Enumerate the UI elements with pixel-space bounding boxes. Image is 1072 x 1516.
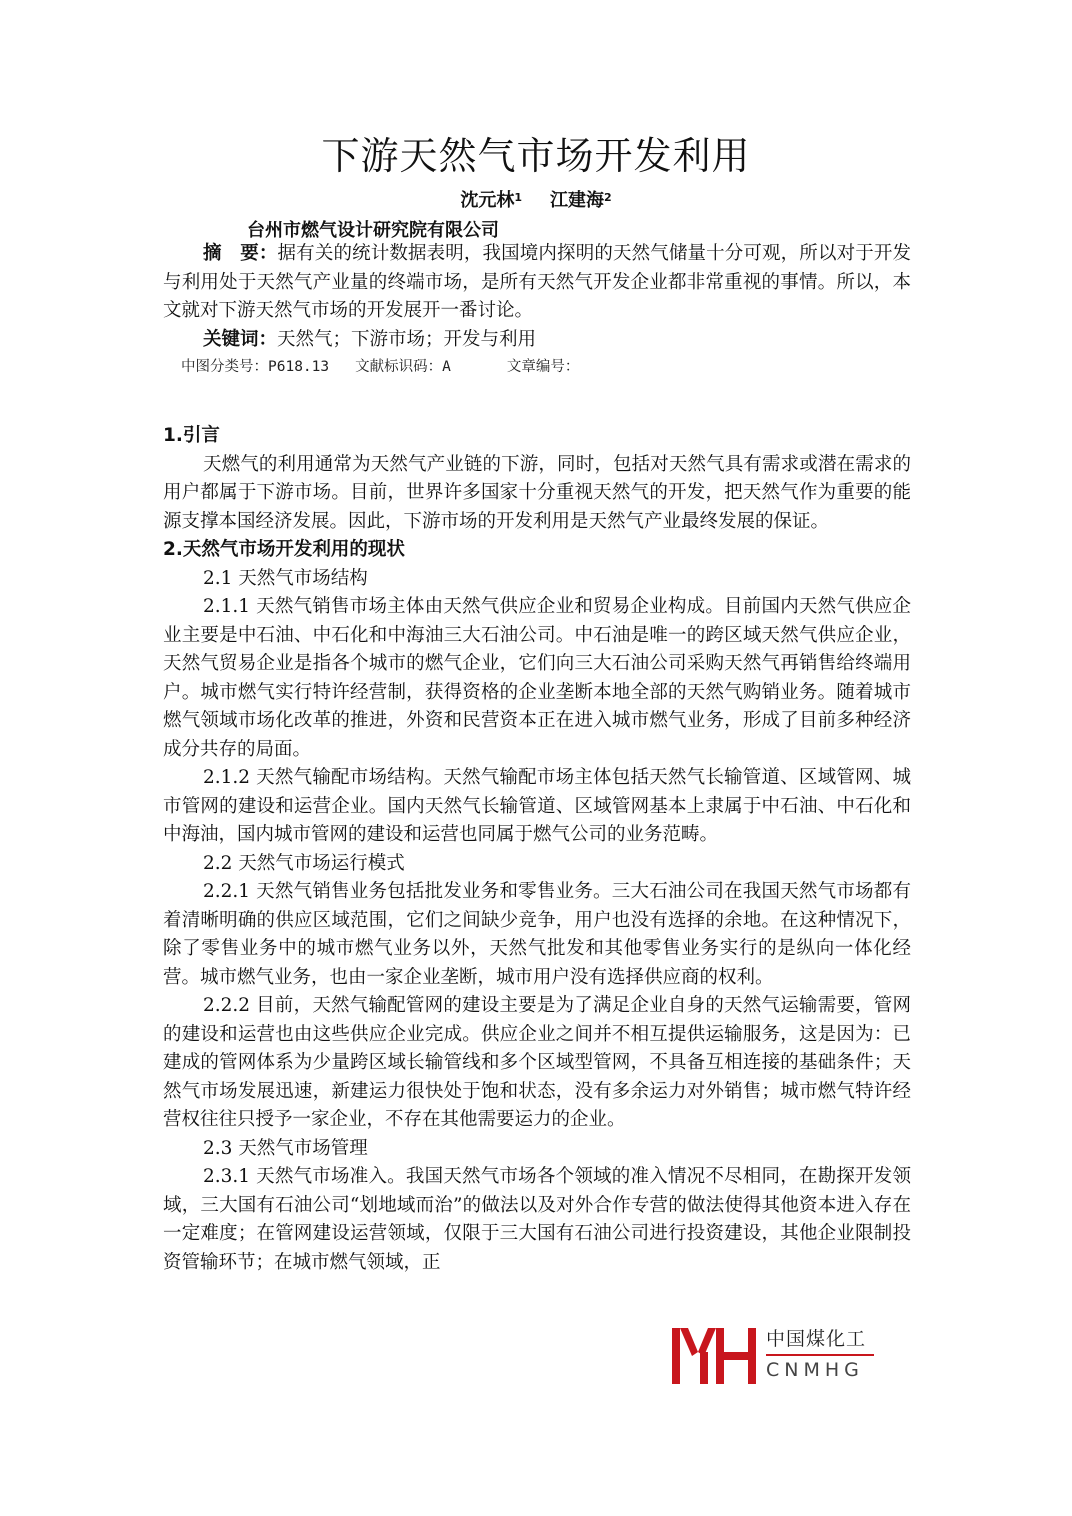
keywords [163, 326, 911, 355]
abstract-text: 据有关的统计数据表明，我国境内探明的天然气储量十分可观，所以对于开发与利用处于天然气产业量的终端市场，是所有天然气开发企业都非常重视的事情。所以，本文就对下游天然气市场的开发展开一番讨论。 [163, 243, 911, 321]
author-line [0, 188, 1072, 214]
paragraph: 2.2.2 目前，天然气输配管网的建设主要是为了满足企业自身的天然气运输需要，管网的建设和运营也由这些供应企业完成。供应企业之间并不相互提供运输服务，这是因为：已建成的管网体系为少量跨区域长输管线和多个区域型管网，不具备互相连接的基础条件；天然气市场发展迅速，新建运力很快处于饱和状态，没有多余运力对外销售；城市燃气特许经营权往往只授予一家企业，不存在其他需要运力的企业。 [163, 995, 911, 1130]
subsection-heading: 2.2 天然气市场运行模式 [203, 852, 405, 874]
watermark-text-en: CNMHG [766, 1359, 864, 1381]
article-number: 文章编号： [506, 359, 580, 375]
paragraph: 2.3.1 天然气市场准入。我国天然气市场各个领域的准入情况不尽相同，在勘探开发领域，三大国有石油公司“划地域而治”的做法以及对外合作专营的做法使得其他资本进入存在一定难度；在管网建设运营领域，仅限于三大国有石油公司进行投资建设，其他企业限制投资管输环节；在城市燃气领域，正 [163, 1166, 911, 1273]
paper-title: 下游天然气市场开发利用 [321, 134, 751, 178]
abstract [163, 240, 911, 326]
author-affiliation-mark: 1 [514, 191, 522, 204]
paragraph: 2.2.1 天然气销售业务包括批发业务和零售业务。三大石油公司在我国天然气市场都有着清晰明确的供应区域范围，它们之间缺少竞争，用户也没有选择的余地。在这种情况下，除了零售业务中的城市燃气业务以外，天然气批发和其他零售业务实行的是纵向一体化经营。城市燃气业务，也由一家企业垄断，城市用户没有选择供应商的权利。 [163, 881, 911, 988]
subsection-heading: 2.3 天然气市场管理 [203, 1137, 368, 1159]
paragraph: 2.1.2 天然气输配市场结构。天然气输配市场主体包括天然气长输管道、区域管网、城市管网的建设和运营企业。国内天然气长输管道、区域管网基本上隶属于中石油、中石化和中海油，国内城市管网的建设和运营也同属于燃气公司的业务范畴。 [163, 767, 911, 845]
cnmhg-logo-icon [670, 1326, 760, 1386]
paragraph: 2.1.1 天然气销售市场主体由天然气供应企业和贸易企业构成。目前国内天然气供应企业主要是中石油、中石化和中海油三大石油公司。中石油是唯一的跨区域天然气供应企业，天然气贸易企业是指各个城市的燃气企业，它们向三大石油公司采购天然气再销售给终端用户。城市燃气实行特许经营制，获得资格的企业垄断本地全部的天然气购销业务。随着城市燃气领域市场化改革的推进，外资和民营资本正在进入城市燃气业务，形成了目前多种经济成分共存的局面。 [163, 596, 911, 760]
affiliation: 台州市燃气设计研究院有限公司 [247, 220, 499, 241]
watermark-logo [670, 1326, 880, 1386]
keywords-label: 关键词： [203, 328, 278, 350]
paragraph: 天燃气的利用通常为天然气产业链的下游，同时，包括对天然气具有需求或潜在需求的用户都属于下游市场。目前，世界许多国家十分重视天然气的开发，把天然气作为重要的能源支撑本国经济发展。因此，下游市场的开发利用是天然气产业最终发展的保证。 [163, 453, 911, 532]
watermark-text-cn: 中国煤化工 [766, 1328, 867, 1350]
keywords-text: 天然气；下游市场；开发与利用 [277, 328, 537, 350]
section-heading: 2.天然气市场开发利用的现状 [163, 539, 405, 560]
document-code: 文献标识码：A [355, 359, 451, 375]
watermark-rule [766, 1354, 874, 1356]
paper-body [163, 240, 911, 1277]
section-heading: 1.引言 [163, 425, 220, 446]
clc-number: 中图分类号：P618.13 [181, 359, 330, 375]
author-name: 沈元林 [460, 190, 515, 211]
author-name: 江建海 [550, 190, 604, 211]
abstract-label: 摘 要： [203, 243, 278, 264]
author-affiliation-mark: 2 [604, 191, 612, 204]
subsection-heading: 2.1 天然气市场结构 [203, 567, 368, 589]
classification-line [163, 354, 911, 380]
